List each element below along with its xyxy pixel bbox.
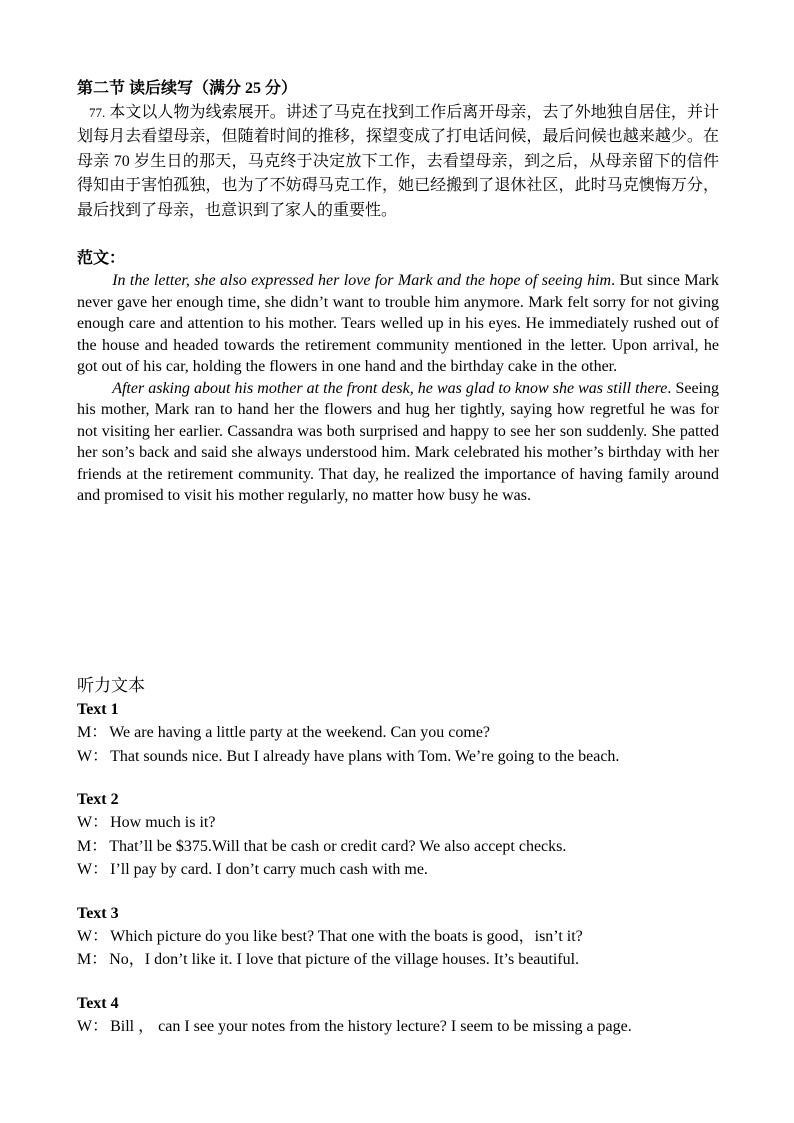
line-text: That’ll be $375.Will that be cash or credit card? We also accept checks. xyxy=(109,837,567,855)
dialogue-line xyxy=(77,858,719,882)
text-label: Text 3 xyxy=(77,904,119,922)
essay-paragraph-1 xyxy=(77,270,719,378)
line-text: Bill ， can I see your notes from the history lecture? I seem to be missing a page. xyxy=(110,1017,632,1035)
dialogue-line xyxy=(77,925,719,949)
text-label: Text 1 xyxy=(77,701,119,718)
speaker: W： xyxy=(77,814,109,831)
essay-p1-italic: In the letter, she also expressed her love for Mark and the hope of seeing him xyxy=(112,272,612,289)
question-number: 77. xyxy=(89,105,106,120)
speaker: W： xyxy=(77,861,109,878)
line-text: Which picture do you like best? That one with the boats is good，isn’t it? xyxy=(110,927,583,945)
dialogue-line xyxy=(77,745,719,769)
speaker: W： xyxy=(77,927,109,945)
essay-p2-rest: . Seeing his mother, Mark ran to hand her the flowers and hug her tightly, saying how regretful he was for not visiting her earlier. Cassandra was both surprised and happy to see her son suddenly. She patted her son’s back and said she always understood him. Mark celebrated his mother’s birthday with her friends at the retirement community. That day, he realized the importance of having family around and promised to visit his mother regularly, no matter how busy he was. xyxy=(77,379,720,504)
text-label: Text 4 xyxy=(77,994,119,1012)
dialogue-line xyxy=(77,835,719,859)
chinese-summary xyxy=(77,101,719,223)
line-text: That sounds nice. But I already have plans with Tom. We’re going to the beach. xyxy=(110,747,620,765)
essay-p1-rest: . But since Mark never gave her enough time, she didn’t want to trouble him anymore. Mark felt sorry for not giving enough care and attention to his mother. Tears welled up in his eyes. He immediately rushed out of the house and headed towards the retirement community mentioned in the letter. Upon arrival, he got out of his car, holding the flowers in one hand and the birthday cake in the other. xyxy=(77,272,719,375)
sample-label: 范文： xyxy=(77,250,126,267)
dialogue-line xyxy=(77,811,719,835)
line-text: How much is it? xyxy=(110,814,216,831)
listening-transcript xyxy=(77,674,719,1038)
line-text: No，I don’t like it. I love that picture of the village houses. It’s beautiful. xyxy=(109,951,580,968)
speaker: M： xyxy=(77,837,108,855)
essay-p2-italic: After asking about his mother at the front desk, he was glad to know she was still there xyxy=(112,379,668,397)
essay-paragraph-2 xyxy=(77,378,719,507)
speaker: W： xyxy=(77,747,109,765)
text-label: Text 2 xyxy=(77,791,119,808)
sample-essay xyxy=(77,270,719,507)
dialogue-line xyxy=(77,948,719,972)
speaker: M： xyxy=(77,724,108,741)
dialogue-line xyxy=(77,1015,719,1039)
line-text: I’ll pay by card. I don’t carry much cash with me. xyxy=(110,861,428,878)
section-heading: 第二节 读后续写（满分 25 分） xyxy=(77,80,298,97)
listening-title: 听力文本 xyxy=(77,676,145,695)
speaker: W： xyxy=(77,1017,109,1035)
speaker: M： xyxy=(77,951,108,968)
line-text: We are having a little party at the weekend. Can you come? xyxy=(109,724,491,741)
summary-text: 本文以人物为线索展开。讲述了马克在找到工作后离开母亲，去了外地独自居住，并计划每月去看望母亲，但随着时间的推移，探望变成了打电话问候，最后问候也越来越少。在母亲 70 岁生日的那天，马克终于决定放下工作，去看望母亲，到之后，从母亲留下的信件得知由于害怕孤独，也为了不妨碍马克工作，她已经搬到了退休社区，此时马克懊悔万分，最后找到了母亲，也意识到了家人的重要性。 xyxy=(77,104,719,219)
dialogue-line xyxy=(77,721,719,745)
